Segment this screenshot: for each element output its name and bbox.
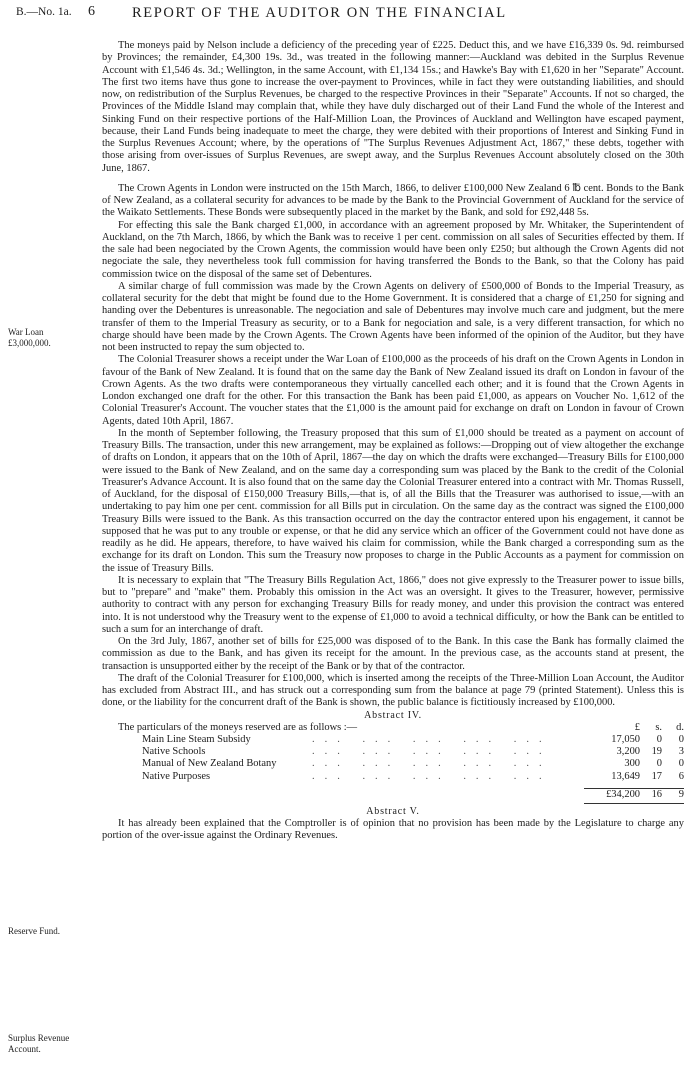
pence-value: 3 [678, 746, 684, 757]
total-pounds: £34,200 [606, 788, 640, 800]
margin-note-line: Surplus Revenue [8, 1033, 70, 1043]
pounds-value: 17,050 [611, 733, 640, 745]
page-header [16, 5, 688, 25]
paragraph: A similar charge of full commission was made by the Crown Agents on delivery of £500,000 of Bonds to the Imperial Treasury, as collateral security for the debt that might be found due to the Home Government. It is considered that a charge of £1,250 for signing and handing over the Debentures is unreasonable. The negociation and sale of Debentures may involve much care and judgment, but the mere transfer of them to the Imperial Treasury as security, or to a Bank for negociation and sale, is a very different transaction, for which no charge should have been made by the Crown Agents. The Crown Agents have been informed of the opinion of the Auditor, but they have not been instructed to repay the sum objected to. [102, 280, 684, 353]
row-amount [584, 746, 684, 758]
page-title: REPORT OF THE AUDITOR ON THE FINANCIAL [132, 5, 507, 21]
shillings-value: 19 [651, 746, 662, 757]
pounds-value: 13,649 [611, 770, 640, 782]
page-number: 6 [88, 4, 95, 19]
paragraph: For effecting this sale the Bank charged £1,000, in accordance with an agreement proposed by Mr. Whitaker, the Superintendent of Auckland, on the 7th March, 1866, by which the Bank was to receive 1 per cent. commission on all sales of Securities effected by them. If the sale had been negociated by the Crown Agents, the commission would have been only £250; but although the Crown Agents did not negociate the sale, they nevertheless took full commission for having transferred the Bonds to the Bank, so that the Colony has paid commission twice on the disposal of the same set of Debentures. [102, 219, 684, 280]
paragraph: In the month of September following, the Treasury proposed that this sum of £1,000 should be treated as a payment on account of Treasury Bills. The transaction, under this new arrangement, may be explained as follows:—Dropping out of view altogether the exchange of drafts on London, it appears that on the 10th of April, 1867—the day on which the drafts were exchanged—Treasury Bills for £100,000 were issued to the Bank of New Zealand, and on the same day a corresponding sum was placed by the Bank to the credit of the Colonial Treasurer's Advance Account. It is also found that on the same day the Colonial Treasurer entered into a contract with Mr. Thomas Russell, of Auckland, for the disposal of £150,000 Treasury Bills,—that is, of all the Bills that the Treasurer was authorised to issue,—with an undertaking to pay him one per cent. commission for all Bills put in circulation. On the same day as the contract was signed the £100,000 Treasury Bills were issued to the Bank. As this transaction occurred on the day the contractor entered upon his engagement, it cannot be supposed that he was put to any trouble or expense, or that he did any service which an officer of the Government could not have done as readily as he did. He appears, therefore, to have waived his claim for commission, while the Bank charged a corresponding sum as the exchange for its draft on London. This sum the Treasury now proposes to charge in the Public Accounts as a payment for commission on the issue of Treasury Bills. [102, 427, 684, 574]
paragraph: The Crown Agents in London were instructed on the 15th March, 1866, to deliver £100,000 New Zealand 6 ℔ cent. Bonds to the Bank of New Zealand, as a collateral security for advances to be made by the Bank to the Provincial Government of Auckland for the service of the Waikato Settlements. These Bonds were subsequently placed in the market by the Bank, and sold for £92,448 5s. [102, 182, 684, 219]
margin-note-surplus-revenue [8, 1033, 69, 1054]
shillings-value: 17 [651, 770, 662, 782]
table-row [102, 771, 684, 783]
pounds-value: 300 [624, 758, 640, 770]
paragraph: The Colonial Treasurer shows a receipt under the War Loan of £100,000 as the proceeds of his draft on the Crown Agents in London in favour of the Bank of New Zealand. It is found that on the same day the Bank of New Zealand issued its draft on London in favour of the Crown Agents. As the two drafts were contemporaneous they virtually cancelled each other; and it is found that the Crown Agents in London exchanged one draft for the other. For this transaction the Bank has been paid £1,000, as appears on Voucher No. 1,612 of the Colonial Treasurer's Account. The voucher states that the £1,000 is the amount paid for exchange on draft on London in favour of Crown Agents, dated 10th April, 1867. [102, 354, 684, 427]
paragraph: The draft of the Colonial Treasurer for £100,000, which is inserted among the receipts of the Three-Million Loan Account, the Auditor has excluded from Abstract III., and has struck out a corresponding sum from the balance at page 79 (printed Statement). Unless this is done, or the liability for the concurrent draft of the Bank is shown, the public balance is fictitiously increased by £100,000. [102, 672, 684, 709]
row-amount [584, 771, 684, 783]
shillings-value: 0 [656, 758, 662, 770]
leader-dots: ... ... ... ... ... [312, 758, 552, 770]
paragraph: It is necessary to explain that "The Treasury Bills Regulation Act, 1866," does not give expressly to the Treasurer power to issue bills, but to "prepare" and "make" them. Probably this omission in the Act was an oversight. It gives to the Treasurer, however, permissive authority to contract with any person for exchanging Treasury Bills for ready money, and under this provision the contract was entered into. It is not understood why the Treasury went to the expense of £1,000 to avoid a technical difficulty, or how the Bank can be entitled to such a sum for an interchange of draft. [102, 574, 684, 635]
row-label: Native Schools [142, 746, 206, 757]
abstract-iv-title: Abstract IV. [364, 709, 422, 721]
pence-value: 0 [678, 733, 684, 745]
shillings-header: s. [655, 721, 662, 733]
abstract-v-title: Abstract V. [366, 805, 420, 817]
leader-dots: ... ... ... ... ... [312, 746, 552, 757]
margin-note-line: £3,000,000. [8, 337, 51, 348]
margin-note-line: War Loan [8, 327, 44, 337]
abstract-iv-total-row [102, 786, 684, 802]
total-amount [584, 788, 684, 804]
paragraph: On the 3rd July, 1867, another set of bills for £25,000 was disposed of to the Bank. In this case the Bank has formally claimed the commission as due to the Bank, and has given its receipt for the amount. In the previous case, as the accounts stand at present, the transaction is unsupported either by the receipt of the Bank or by that of the contractor. [102, 636, 684, 672]
paragraph: The moneys paid by Nelson include a deficiency of the preceding year of £225. Deduct this, and we have £16,339 0s. 9d. reimbursed by Provinces; the remainder, £4,300 19s. 3d., was treated in the following manner:—Auckland was debited in the Surplus Revenue Account with £1,546 4s. 3d.; Wellington, in the same Account, with £1,134 15s.; and Hawke's Bay with £1,620 in her "Separate" Account. The first two items have thus gone to increase the over-payment to Provinces, while in fact they were outstanding liabilities, and should now, on redistribution of the Surplus Revenues, be charged to the respective Provinces in their "Separate" Accounts. If not so charged, the Provinces of the Middle Island may complain that, while they have duly discharged out of their Land Fund the whole of the Interest and Sinking Fund on their respective portions of the Half-Million Loan, the Provinces of Auckland and Wellington have escaped payment, because, their Land Funds being inadequate to meet the charge, they were debited with their proportions of Interest and Sinking Fund in the Surplus Revenues Account; where, by the operations of "The Surplus Revenues Adjustment Act, 1867," these debts, together with those arising from over-issues of Surplus Revenues, are swept away, and the Surplus Revenues Account absolutely closed on the 30th June, 1867. [102, 40, 684, 174]
margin-note-line: Account. [8, 1043, 41, 1054]
margin-note-war-loan [8, 327, 51, 348]
row-amount [584, 758, 684, 770]
total-shillings: 16 [651, 788, 662, 800]
table-row [102, 746, 684, 758]
total-pence: 9 [678, 788, 684, 800]
shillings-value: 0 [656, 733, 662, 745]
row-label: Manual of New Zealand Botany [142, 758, 277, 770]
abstract-iv-intro-row [102, 722, 684, 734]
row-amount [584, 734, 684, 746]
table-row [102, 734, 684, 746]
leader-dots: ... ... ... ... ... [312, 733, 552, 745]
margin-note-reserve-fund: Reserve Fund. [8, 926, 60, 936]
abstract-iv-intro: The particulars of the moneys reserved are as follows :— [118, 721, 358, 733]
row-label: Native Purposes [142, 770, 211, 782]
row-label: Main Line Steam Subsidy [142, 733, 251, 745]
document-reference: B.—No. 1a. [16, 6, 72, 18]
paragraph: It has already been explained that the Comptroller is of opinion that no provision has been made by the Legislature to charge any portion of the over-issue against the Ordinary Revenues. [102, 817, 684, 841]
pounds-header: £ [634, 721, 640, 733]
leader-dots: ... ... ... ... ... [312, 770, 552, 782]
table-row [102, 758, 684, 770]
pence-value: 6 [678, 770, 684, 782]
pence-header: d. [676, 721, 684, 733]
pounds-value: 3,200 [616, 746, 640, 757]
report-body [102, 40, 684, 842]
pence-value: 0 [678, 758, 684, 770]
